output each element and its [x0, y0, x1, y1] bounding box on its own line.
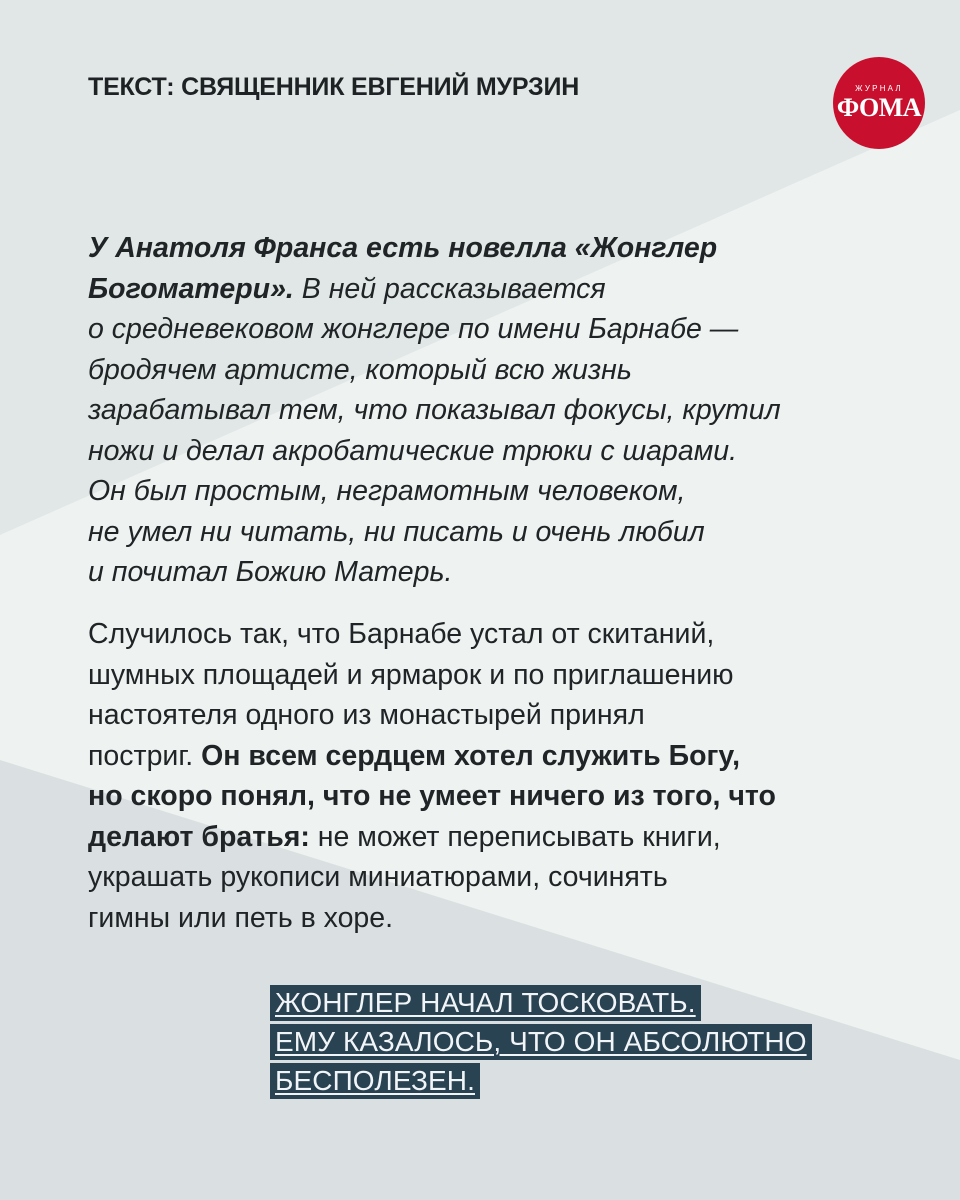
text-line: Случилось так, что Барнабе устал от скитаний,: [88, 618, 715, 650]
quote-line: ЖОНГЛЕР НАЧАЛ ТОСКОВАТЬ.: [270, 985, 701, 1021]
highlighted-quote: [270, 985, 812, 1102]
logo-small-text: ЖУРНАЛ: [855, 83, 903, 93]
text-line: настоятеля одного из монастырей принял: [88, 699, 645, 731]
text-line: но скоро понял, что не умеет ничего из того, что: [88, 780, 776, 812]
text-line: украшать рукописи миниатюрами, сочинять: [88, 861, 668, 893]
text-line: о средневековом жонглере по имени Барнабе —: [88, 313, 739, 345]
text-line: не умел ни читать, ни писать и очень любил: [88, 515, 705, 548]
quote-line: БЕСПОЛЕЗЕН.: [270, 1063, 480, 1099]
quote-line: ЕМУ КАЗАЛОСЬ, ЧТО ОН АБСОЛЮТНО: [270, 1024, 812, 1060]
text-line: У Анатоля Франса есть новелла «Жонглер: [88, 232, 718, 264]
text-line: делают братья: не может переписывать книги,: [88, 820, 721, 853]
author-credit: ТЕКСТ: СВЯЩЕННИК ЕВГЕНИЙ МУРЗИН: [88, 73, 580, 101]
text-line: бродячем артисте, который всю жизнь: [88, 353, 632, 386]
story-paragraph: [88, 614, 888, 938]
text-line: зарабатывал тем, что показывал фокусы, крутил: [88, 394, 781, 426]
foma-logo: [833, 57, 925, 149]
text-line: шумных площадей и ярмарок и по приглашению: [88, 658, 734, 691]
text-line: постриг. Он всем сердцем хотел служить Богу,: [88, 739, 740, 772]
text-line: ножи и делал акробатические трюки с шарами.: [88, 434, 738, 467]
text-line: гимны или петь в хоре.: [88, 901, 394, 934]
text-line: Он был простым, неграмотным человеком,: [88, 475, 686, 507]
text-line: Богоматери». В ней рассказывается: [88, 272, 606, 305]
logo-title: ФОМА: [836, 92, 922, 122]
intro-paragraph: [88, 228, 888, 593]
text-line: и почитал Божию Матерь.: [88, 556, 453, 588]
